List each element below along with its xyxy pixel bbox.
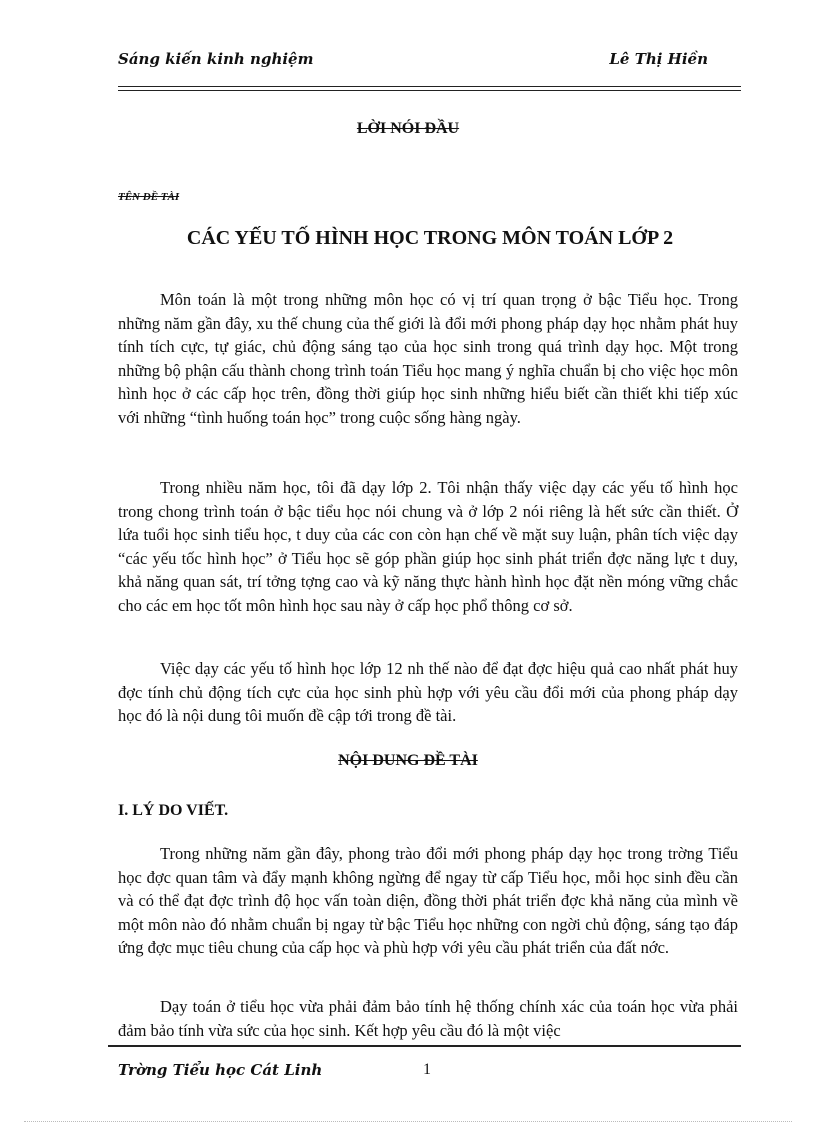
footer-rule xyxy=(108,1045,741,1047)
page-edge xyxy=(24,1121,792,1122)
page-header xyxy=(118,50,738,74)
section-paragraph-2: Dạy toán ở tiểu học vừa phải đảm bảo tính hệ thống chính xác của toán học vừa phải đảm bảo tính vừa sức của học sinh. Kết hợp yêu cầu đó là một việc xyxy=(118,997,738,1040)
section-paragraph-1: Trong những năm gần đây, phong trào đổi mới phong pháp dạy học trong trờng Tiểu học đợc quan tâm và đẩy mạnh không ngừng để ngay từ cấp Tiểu học, mỗi học sinh đều cần và có thể đạt đợc trình độ học vấn toàn diện, đồng thời phát triển đợc khả năng của mình về một môn nào đó nhằm chuẩn bị ngay từ bậc Tiểu học những con ngời chủ động, sáng tạo đáp ứng đợc mục tiêu chung của cấp học và phù hợp với yêu cầu phát triển của đất nớc. xyxy=(118,844,738,957)
intro-paragraph-3: Việc dạy các yếu tố hình học lớp 12 nh thế nào để đạt đợc hiệu quả cao nhất phát huy đợc tính chủ động tích cực của học sinh phù hợp với yêu cầu đổi mới của phong pháp dạy học đó là nội dung tôi muốn đề cập tới trong đề tài. xyxy=(118,659,738,725)
footer-school: Trờng Tiểu học Cát Linh xyxy=(118,1061,323,1079)
content-title: NỘI DUNG ĐỀ TÀI xyxy=(338,752,478,769)
topic-title: CÁC YẾU TỐ HÌNH HỌC TRONG MÔN TOÁN LỚP 2 xyxy=(186,227,674,249)
topic-label: TÊN ĐỀ TÀI xyxy=(118,191,180,203)
header-rule-bottom xyxy=(118,90,741,91)
header-rule-top xyxy=(118,86,741,87)
section-heading: I. LÝ DO VIẾT. xyxy=(118,802,229,819)
header-author: Lê Thị Hiền xyxy=(609,50,708,68)
page-number: 1 xyxy=(423,1061,431,1078)
intro-paragraph-1: Môn toán là một trong những môn học có vị trí quan trọng ở bậc Tiểu học. Trong những năm gần đây, xu thế chung của thế giới là đổi mới phong pháp dạy học nhằm phát huy tính tích cực, tự giác, chủ động sáng tạo của học sinh trong quá trình dạy học. Một trong những bộ phận cấu thành chong trình toán Tiểu học mang ý nghĩa chuẩn bị cho việc học môn hình học ở các cấp học trên, đồng thời giúp học sinh những hiểu biết cần thiết khi tiếp xúc với những “tình huống toán học” trong cuộc sống hàng ngày. xyxy=(118,290,738,427)
preface-title: LỜI NÓI ĐẦU xyxy=(356,120,460,137)
header-title: Sáng kiến kinh nghiệm xyxy=(118,50,314,68)
intro-paragraph-2: Trong nhiều năm học, tôi đã dạy lớp 2. Tôi nhận thấy việc dạy các yếu tố hình học trong chong trình toán ở bậc tiểu học nói chung và ở lớp 2 nói riêng là hết sức cần thiết. Ở lứa tuổi học sinh tiểu học, t duy của các con còn hạn chế về mặt suy luận, phân tích việc dạy “các yếu tốc hình học” ở Tiểu học sẽ góp phần giúp học sinh phát triển đợc năng lực t duy, khả năng quan sát, trí tởng tợng cao và kỹ năng thực hành hình học đặt nền móng vững chắc cho các em học tốt môn hình học sau này ở cấp học phổ thông cơ sở. xyxy=(118,478,738,615)
